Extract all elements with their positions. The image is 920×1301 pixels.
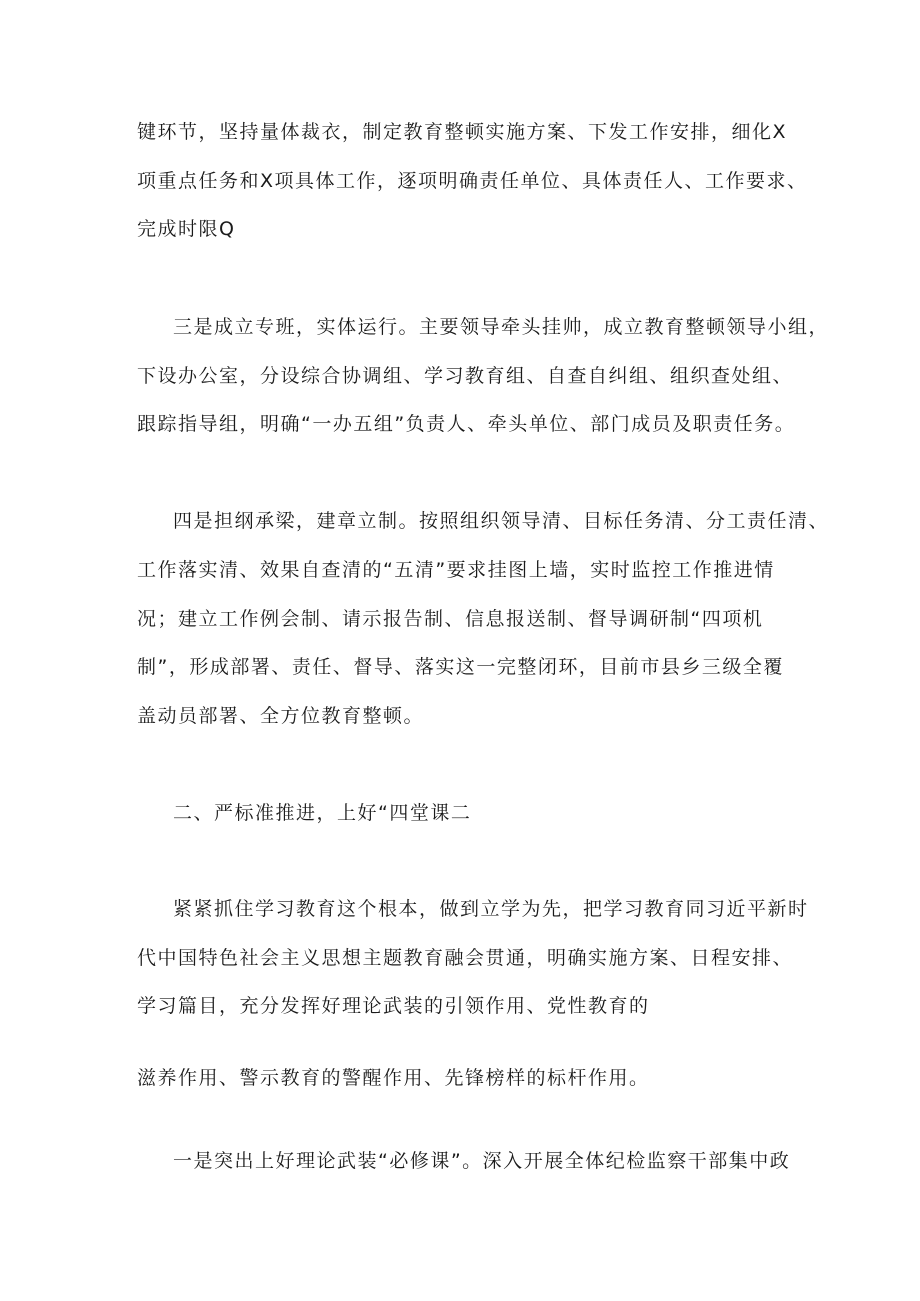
text-line: 下设办公室，分设综合协调组、学习教育组、自查自纠组、组织查处组、: [137, 365, 794, 387]
text-line: 紧紧抓住学习教育这个根本，做到立学为先，把学习教育同习近平新时: [173, 898, 809, 920]
text-line: 一是突出上好理论武装“必修课”。深入开展全体纪检监察干部集中政: [173, 1150, 791, 1172]
text-line: 四是担纲承梁，建章立制。按照组织领导清、目标任务清、分工责任清、: [173, 510, 830, 532]
text-line: 盖动员部署、全方位教育整顿。: [137, 705, 425, 727]
section-heading: 二、严标准推进，上好“四堂课二: [173, 802, 472, 824]
text-line: 代中国特色社会主义思想主题教育融会贯通，明确实施方案、日程安排、: [137, 947, 794, 969]
text-line: 工作落实清、效果自查清的“五清”要求挂图上墙，实时监控工作推进情: [137, 559, 775, 581]
text-line: 项重点任务和X项具体工作，逐项明确责任单位、具体责任人、工作要求、: [137, 170, 808, 192]
text-line: 滋养作用、警示教育的警醒作用、先锋榜样的标杆作用。: [137, 1067, 650, 1089]
text-line: 学习篇目，充分发挥好理论武装的引领作用、党性教育的: [137, 995, 650, 1017]
text-line: 跟踪指导组，明确“一办五组”负责人、牵头单位、部门成员及职责任务。: [137, 413, 796, 435]
text-line: 三是成立专班，实体运行。主要领导牵头挂帅，成立教育整顿领导小组，: [173, 316, 830, 338]
text-line: 况；建立工作例会制、请示报告制、信息报送制、督导调研制“四项机: [137, 608, 764, 630]
text-line: 完成时限Q: [137, 218, 236, 240]
text-line: 键环节，坚持量体裁衣，制定教育整顿实施方案、下发工作安排，细化X: [137, 121, 788, 143]
text-line: 制”，形成部署、责任、督导、落实这一完整闭环，目前市县乡三级全覆: [137, 656, 784, 678]
